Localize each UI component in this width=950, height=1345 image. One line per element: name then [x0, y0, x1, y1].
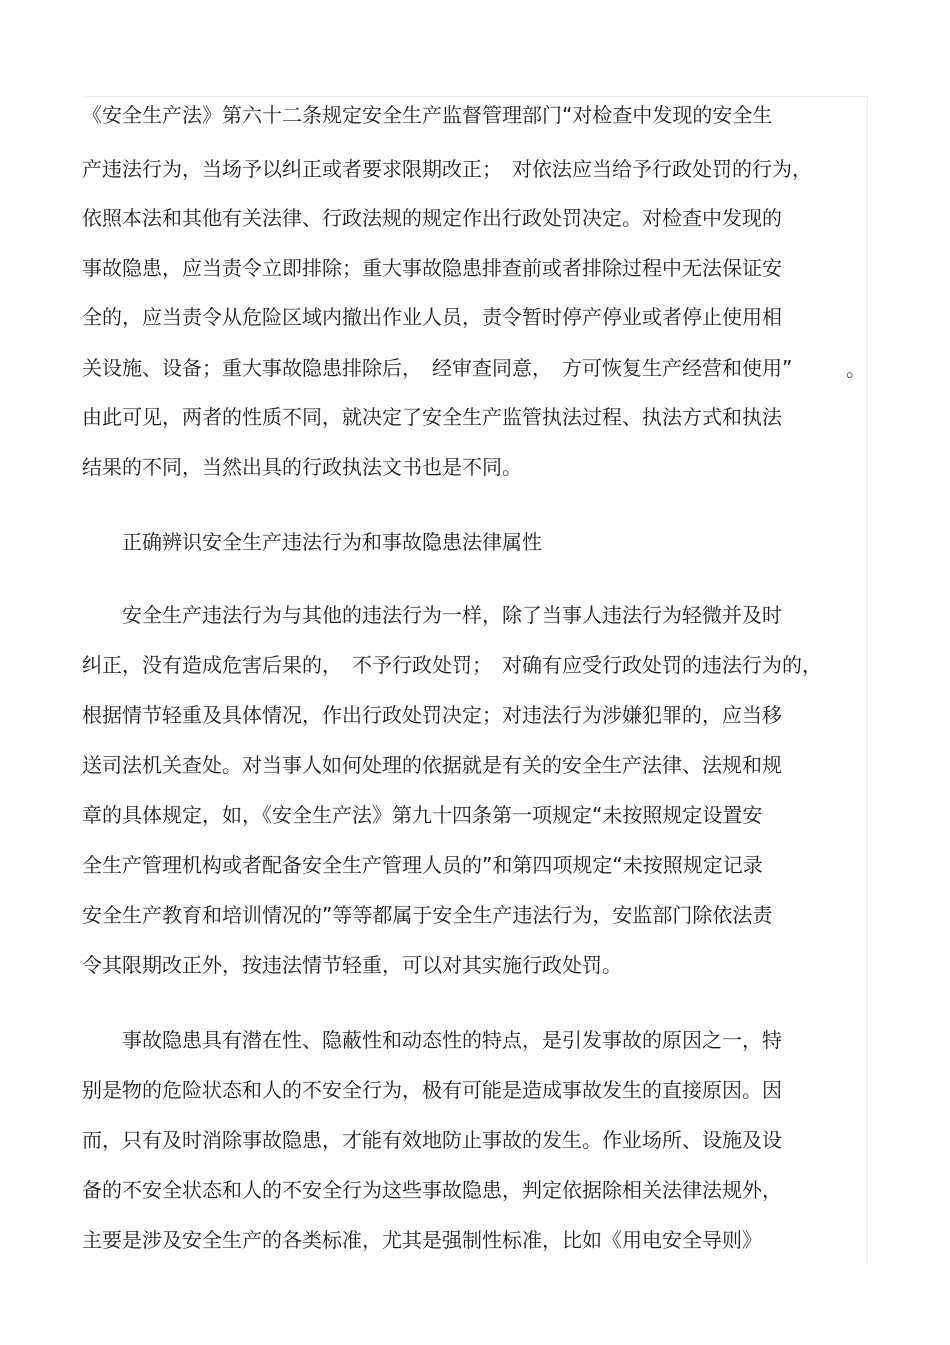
paragraph-line: 产违法行为，当场予以纠正或者要求限期改正； 对依法应当给予行政处罚的行为， [82, 157, 812, 181]
paragraph-line: 安全生产违法行为与其他的违法行为一样，除了当事人违法行为轻微并及时 [122, 603, 782, 627]
section-heading: 正确辨识安全生产违法行为和事故隐患法律属性 [122, 530, 542, 554]
paragraph-line: 纠正，没有造成危害后果的， 不予行政处罚； 对确有应受行政处罚的违法行为的， [82, 653, 822, 677]
paragraph-line: 全生产管理机构或者配备安全生产管理人员的”和第四项规定“未按照规定记录 [82, 853, 763, 877]
paragraph-line: 结果的不同，当然出具的行政执法文书也是不同。 [82, 455, 522, 479]
paragraph-line: 《安全生产法》第六十二条规定安全生产监督管理部门“对检查中发现的安全生 [82, 103, 773, 127]
paragraph-line: 令其限期改正外，按违法情节轻重，可以对其实施行政处罚。 [82, 953, 622, 977]
trailing-period: 。 [846, 357, 866, 381]
paragraph-line: 别是物的危险状态和人的不安全行为，极有可能是造成事故发生的直接原因。因 [82, 1078, 782, 1102]
paragraph-line: 关设施、设备；重大事故隐患排除后， 经审查同意， 方可恢复生产经营和使用” [82, 356, 793, 380]
paragraph-line: 主要是涉及安全生产的各类标准，尤其是强制性标准，比如《用电安全导则》 [82, 1228, 762, 1252]
paragraph-line: 安全生产教育和培训情况的”等等都属于安全生产违法行为，安监部门除依法责 [82, 903, 773, 927]
paragraph-line: 依照本法和其他有关法律、行政法规的规定作出行政处罚决定。对检查中发现的 [82, 206, 782, 230]
paragraph-line: 章的具体规定，如，《安全生产法》第九十四条第一项规定“未按照规定设置安 [82, 803, 763, 827]
paragraph-line: 备的不安全状态和人的不安全行为这些事故隐患，判定依据除相关法律法规外， [82, 1178, 782, 1202]
paragraph-line: 由此可见，两者的性质不同，就决定了安全生产监管执法过程、执法方式和执法 [82, 405, 782, 429]
paragraph-line: 送司法机关查处。对当事人如何处理的依据就是有关的安全生产法律、法规和规 [82, 753, 782, 777]
paragraph-line: 而，只有及时消除事故隐患，才能有效地防止事故的发生。作业场所、设施及设 [82, 1128, 782, 1152]
paragraph-line: 事故隐患，应当责令立即排除；重大事故隐患排查前或者排除过程中无法保证安 [82, 256, 782, 280]
paragraph-line: 根据情节轻重及具体情况，作出行政处罚决定；对违法行为涉嫌犯罪的，应当移 [82, 703, 782, 727]
paragraph-line: 事故隐患具有潜在性、隐蔽性和动态性的特点，是引发事故的原因之一，特 [122, 1028, 782, 1052]
paragraph-line: 全的，应当责令从危险区域内撤出作业人员，责令暂时停产停业或者停止使用相 [82, 305, 782, 329]
